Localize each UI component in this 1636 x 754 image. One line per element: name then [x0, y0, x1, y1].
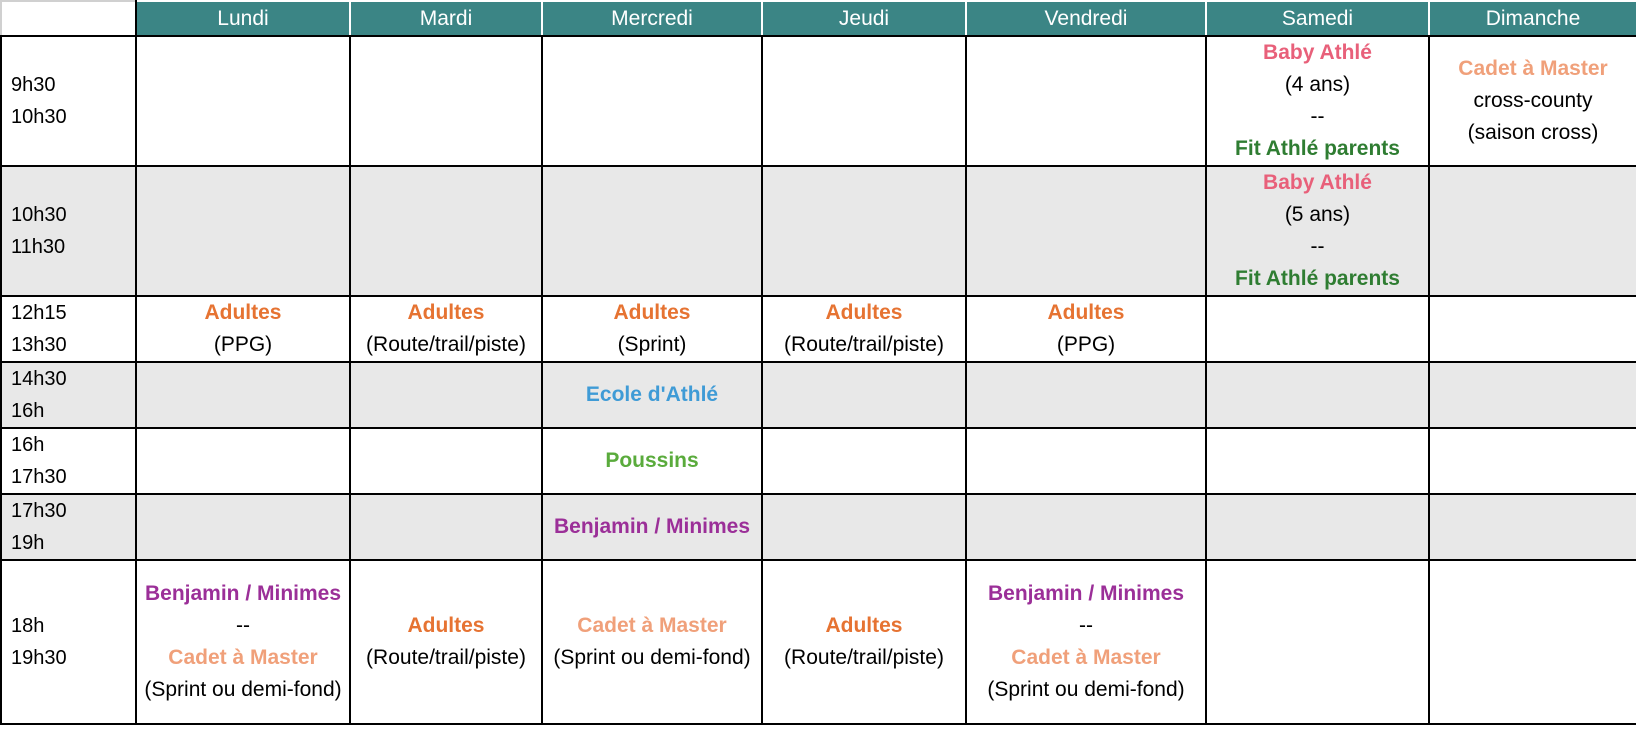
session-detail: (PPG) [213, 333, 273, 356]
schedule-cell-lundi[interactable] [136, 166, 350, 296]
session-group-fit: Fit Athlé parents [1235, 137, 1400, 160]
session-detail: (Route/trail/piste) [784, 646, 944, 669]
schedule-cell-vendredi[interactable] [966, 494, 1206, 560]
time-slot-cell[interactable] [1, 36, 136, 166]
time-start: 18h [11, 615, 45, 637]
schedule-cell-lundi[interactable] [136, 428, 350, 494]
session-detail: (5 ans) [1284, 203, 1351, 226]
schedule-row [1, 560, 1636, 724]
schedule-cell-mercredi[interactable] [542, 428, 762, 494]
schedule-cell-mercredi[interactable] [542, 166, 762, 296]
time-start: 9h30 [11, 74, 56, 96]
schedule-cell-samedi[interactable] [1206, 362, 1429, 428]
session-group-cadet: Cadet à Master [1011, 646, 1161, 669]
schedule-cell-vendredi[interactable] [966, 362, 1206, 428]
time-start: 14h30 [11, 368, 67, 390]
schedule-cell-lundi[interactable] [136, 36, 350, 166]
schedule-cell-mercredi[interactable] [542, 296, 762, 362]
session-group-adultes: Adultes [1047, 301, 1125, 324]
schedule-cell-mardi[interactable] [350, 296, 542, 362]
session-group-poussins: Poussins [605, 449, 699, 472]
session-group-adultes: Adultes [825, 614, 903, 637]
schedule-cell-lundi[interactable] [136, 362, 350, 428]
day-header-lundi[interactable]: Lundi [136, 1, 350, 36]
schedule-cell-jeudi[interactable] [762, 494, 966, 560]
schedule-cell-lundi[interactable] [136, 296, 350, 362]
session-detail: (Sprint ou demi-fond) [553, 646, 751, 669]
schedule-cell-dimanche[interactable] [1429, 36, 1636, 166]
schedule-cell-vendredi[interactable] [966, 36, 1206, 166]
schedule-cell-samedi[interactable] [1206, 428, 1429, 494]
schedule-cell-samedi[interactable] [1206, 36, 1429, 166]
time-slot-cell[interactable] [1, 428, 136, 494]
schedule-cell-vendredi[interactable] [966, 428, 1206, 494]
session-detail: (Route/trail/piste) [366, 646, 526, 669]
time-end: 16h [11, 400, 45, 422]
schedule-cell-dimanche[interactable] [1429, 494, 1636, 560]
schedule-cell-samedi[interactable] [1206, 560, 1429, 724]
day-header-dimanche[interactable]: Dimanche [1429, 1, 1636, 36]
time-slot-cell[interactable] [1, 560, 136, 724]
session-detail: (Sprint ou demi-fond) [987, 678, 1185, 701]
time-slot-cell[interactable] [1, 166, 136, 296]
session-group-adultes: Adultes [825, 301, 903, 324]
session-group-baby: Baby Athlé [1263, 41, 1372, 64]
session-detail: (Route/trail/piste) [784, 333, 944, 356]
schedule-cell-jeudi[interactable] [762, 560, 966, 724]
time-end: 17h30 [11, 466, 67, 488]
schedule-cell-mardi[interactable] [350, 494, 542, 560]
session-detail: (Sprint) [617, 333, 687, 356]
session-detail: (Route/trail/piste) [366, 333, 526, 356]
schedule-cell-vendredi[interactable] [966, 166, 1206, 296]
schedule-cell-jeudi[interactable] [762, 362, 966, 428]
header-row [1, 1, 1636, 36]
session-detail: (Sprint ou demi-fond) [144, 678, 342, 701]
session-detail: -- [1310, 105, 1325, 128]
day-header-mardi[interactable]: Mardi [350, 1, 542, 36]
time-end: 13h30 [11, 334, 67, 356]
time-start: 16h [11, 434, 45, 456]
time-end: 19h30 [11, 647, 67, 669]
schedule-cell-samedi[interactable] [1206, 494, 1429, 560]
time-start: 12h15 [11, 302, 67, 324]
schedule-cell-mercredi[interactable] [542, 560, 762, 724]
session-group-cadet: Cadet à Master [577, 614, 727, 637]
schedule-cell-mardi[interactable] [350, 166, 542, 296]
schedule-cell-vendredi[interactable] [966, 560, 1206, 724]
day-header-jeudi[interactable]: Jeudi [762, 1, 966, 36]
schedule-cell-dimanche[interactable] [1429, 362, 1636, 428]
schedule-cell-dimanche[interactable] [1429, 296, 1636, 362]
time-start: 10h30 [11, 204, 67, 226]
session-detail: cross-county [1473, 89, 1593, 112]
schedule-row [1, 362, 1636, 428]
schedule-cell-mardi[interactable] [350, 428, 542, 494]
session-group-baby: Baby Athlé [1263, 171, 1372, 194]
day-header-samedi[interactable]: Samedi [1206, 1, 1429, 36]
session-group-benjamin: Benjamin / Minimes [144, 582, 342, 605]
session-detail: (4 ans) [1284, 73, 1351, 96]
schedule-row [1, 36, 1636, 166]
schedule-cell-lundi[interactable] [136, 494, 350, 560]
schedule-cell-lundi[interactable] [136, 560, 350, 724]
schedule-cell-mardi[interactable] [350, 560, 542, 724]
schedule-cell-mercredi[interactable] [542, 362, 762, 428]
time-start: 17h30 [11, 500, 67, 522]
schedule-cell-mardi[interactable] [350, 36, 542, 166]
session-group-adultes: Adultes [204, 301, 282, 324]
session-group-benjamin: Benjamin / Minimes [553, 515, 751, 538]
schedule-row [1, 296, 1636, 362]
schedule-cell-vendredi[interactable] [966, 296, 1206, 362]
time-end: 10h30 [11, 106, 67, 128]
session-detail: -- [1079, 614, 1093, 637]
schedule-cell-samedi[interactable] [1206, 296, 1429, 362]
session-detail: (PPG) [1056, 333, 1116, 356]
schedule-cell-jeudi[interactable] [762, 36, 966, 166]
schedule-row [1, 428, 1636, 494]
time-slot-cell[interactable] [1, 494, 136, 560]
session-group-benjamin: Benjamin / Minimes [987, 582, 1185, 605]
schedule-cell-mercredi[interactable] [542, 494, 762, 560]
corner-cell[interactable] [1, 1, 136, 36]
time-end: 11h30 [11, 236, 66, 258]
session-group-fit: Fit Athlé parents [1235, 267, 1400, 290]
schedule-body [1, 1, 1636, 724]
schedule-cell-samedi[interactable] [1206, 166, 1429, 296]
time-slot-cell[interactable] [1, 296, 136, 362]
session-group-adultes: Adultes [613, 301, 691, 324]
session-detail: -- [236, 614, 250, 637]
time-slot-cell[interactable] [1, 362, 136, 428]
schedule-row [1, 494, 1636, 560]
day-header-vendredi[interactable]: Vendredi [966, 1, 1206, 36]
session-group-adultes: Adultes [407, 301, 485, 324]
session-group-ecole: Ecole d'Athlé [585, 383, 719, 406]
schedule-cell-dimanche[interactable] [1429, 428, 1636, 494]
session-group-cadet: Cadet à Master [1458, 57, 1608, 80]
schedule-row [1, 166, 1636, 296]
day-header-mercredi[interactable]: Mercredi [542, 1, 762, 36]
session-group-adultes: Adultes [407, 614, 485, 637]
schedule-cell-jeudi[interactable] [762, 166, 966, 296]
schedule-cell-mardi[interactable] [350, 362, 542, 428]
session-group-cadet: Cadet à Master [168, 646, 318, 669]
schedule-cell-jeudi[interactable] [762, 296, 966, 362]
session-detail: (saison cross) [1467, 121, 1599, 144]
schedule-cell-mercredi[interactable] [542, 36, 762, 166]
schedule-cell-dimanche[interactable] [1429, 166, 1636, 296]
session-detail: -- [1310, 235, 1325, 258]
time-end: 19h [11, 532, 45, 554]
schedule-cell-dimanche[interactable] [1429, 560, 1636, 724]
schedule-cell-jeudi[interactable] [762, 428, 966, 494]
